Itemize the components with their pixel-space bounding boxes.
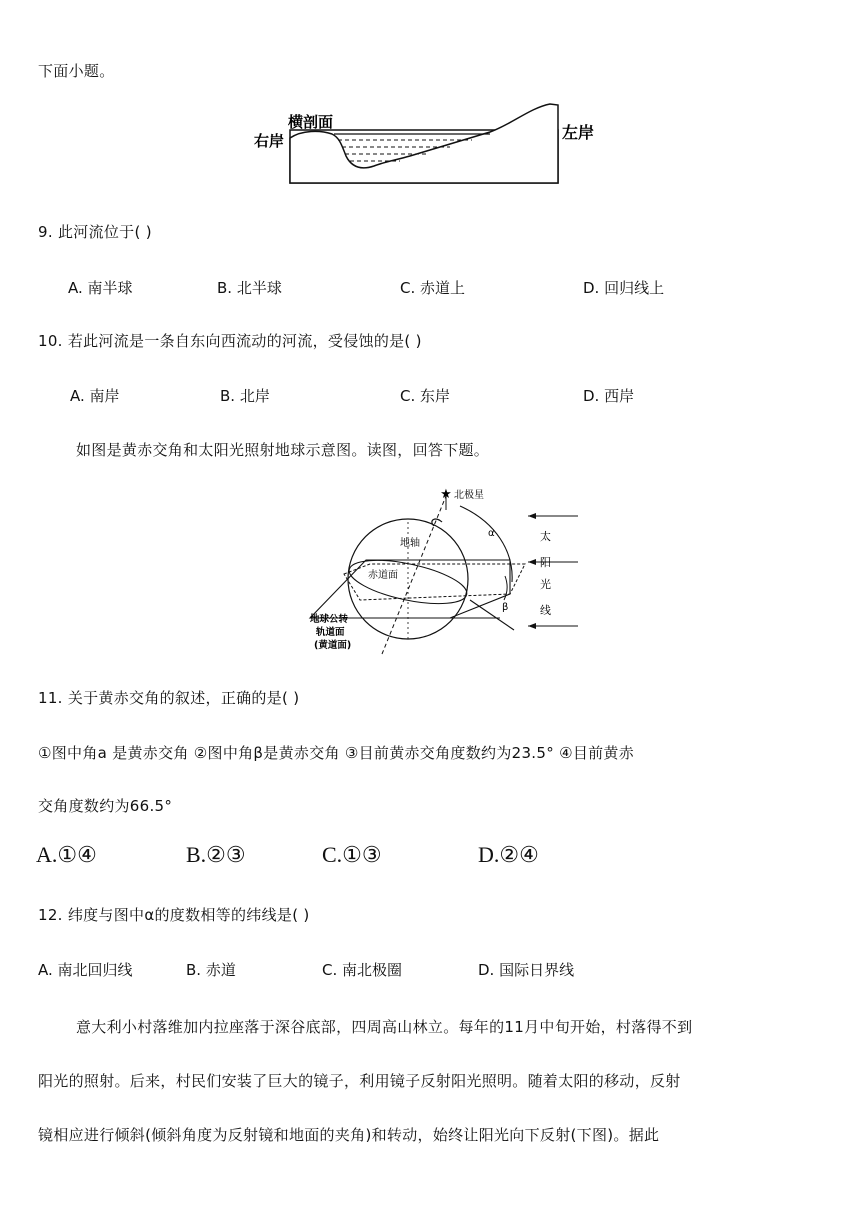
q11-option-d[interactable]: D.②④	[478, 842, 539, 867]
label-sun-3: 光	[540, 578, 551, 591]
q10-option-d[interactable]: D. 西岸	[583, 387, 635, 405]
q11-option-a[interactable]: A.①④	[36, 842, 97, 867]
river-cross-section-figure	[250, 100, 610, 190]
label-cross-section: 横剖面	[288, 113, 334, 131]
label-sun-2: 阳	[540, 556, 551, 569]
label-orbit-1: 地球公转	[310, 614, 349, 625]
q10-options	[0, 385, 860, 407]
label-sun-1: 太	[540, 530, 551, 543]
q12-options	[0, 959, 860, 981]
sun-ray-1-head	[528, 513, 536, 519]
label-right-bank: 右岸	[254, 132, 285, 150]
q12-stem: 12. 纬度与图中α的度数相等的纬线是( )	[38, 906, 310, 924]
intro-text: 下面小题。	[38, 62, 115, 80]
intro2-text: 如图是黄赤交角和太阳光照射地球示意图。读图，回答下题。	[76, 441, 490, 459]
label-polaris: 北极星	[454, 490, 484, 501]
q9-stem: 9. 此河流位于( )	[38, 223, 152, 241]
orbital-plane	[310, 560, 510, 618]
sun-ray-2-head	[528, 559, 536, 565]
label-alpha: α	[488, 528, 495, 539]
q9-option-c[interactable]: C. 赤道上	[400, 279, 466, 297]
polaris-star-icon: ★	[440, 487, 452, 502]
passage-line-3: 镜相应进行倾斜(倾斜角度为反射镜和地面的夹角)和转动，始终让阳光向下反射(下图)。据此	[38, 1126, 660, 1144]
q9-option-a[interactable]: A. 南半球	[68, 279, 133, 297]
q10-option-b[interactable]: B. 北岸	[220, 387, 270, 405]
q10-option-c[interactable]: C. 东岸	[400, 387, 451, 405]
passage-line-1: 意大利小村落维加内拉座落于深谷底部，四周高山林立。每年的11月中旬开始，村落得不到	[76, 1018, 693, 1036]
q9-option-d[interactable]: D. 回归线上	[583, 279, 665, 297]
q9-option-b[interactable]: B. 北半球	[217, 279, 282, 297]
passage-line-2: 阳光的照射。后来，村民们安装了巨大的镜子，利用镜子反射阳光照明。随着太阳的移动，反射	[38, 1072, 681, 1090]
q11-option-c[interactable]: C.①③	[322, 842, 382, 867]
q11-statements-line2: 交角度数约为66.5°	[38, 797, 173, 815]
q11-stem: 11. 关于黄赤交角的叙述，正确的是( )	[38, 689, 300, 707]
label-orbit-3: (黄道面)	[314, 640, 352, 651]
label-beta: β	[502, 602, 509, 613]
q10-stem: 10. 若此河流是一条自东向西流动的河流，受侵蚀的是( )	[38, 332, 422, 350]
label-axis: 地轴	[400, 538, 420, 549]
label-sun-4: 线	[540, 604, 551, 617]
q12-option-a[interactable]: A. 南北回归线	[38, 961, 133, 979]
q11-options	[0, 842, 860, 872]
q9-options	[0, 277, 860, 299]
label-equator-plane: 赤道面	[368, 570, 398, 581]
obliquity-diagram	[300, 482, 590, 657]
q12-option-d[interactable]: D. 国际日界线	[478, 961, 575, 979]
q10-option-a[interactable]: A. 南岸	[70, 387, 120, 405]
q12-option-c[interactable]: C. 南北极圈	[322, 961, 403, 979]
q12-option-b[interactable]: B. 赤道	[186, 961, 236, 979]
q11-option-b[interactable]: B.②③	[186, 842, 246, 867]
rotation-arrow	[432, 519, 442, 526]
sun-ray-3-head	[528, 623, 536, 629]
label-left-bank: 左岸	[562, 123, 595, 142]
label-orbit-2: 轨道面	[316, 627, 345, 638]
q11-statements-line1: ①图中角a 是黄赤交角 ②图中角β是黄赤交角 ③目前黄赤交角度数约为23.5° ④目前黄赤	[38, 744, 635, 762]
